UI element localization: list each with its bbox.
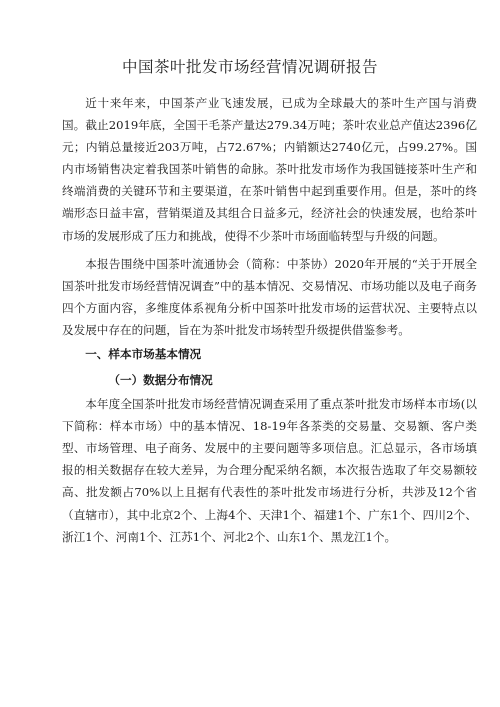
document-body [62, 92, 477, 548]
distribution-paragraph: 本年度全国茶叶批发市场经营情况调查采用了重点茶叶批发市场样本市场(以下简称：样本市场）中的基本情况、18-19年各茶类的交易量、交易额、客户类型、市场管理、电子商务、发展中的主要问题等多项信息。汇总显示，各市场填报的相关数据存在较大差异，为合理分配采纳名额，本次报告选取了年交易额较高、批发额占70%以上且据有代表性的茶叶批发市场进行分析，共涉及12个省（直辖市），其中北京2个、上海4个、天津1个、福建1个、广东1个、四川2个、浙江1个、河南1个、江苏1个、河北2个、山东1个、黑龙江1个。 [62, 397, 477, 544]
subsection-heading: （一）数据分布情况 [108, 373, 213, 388]
document-title: 中国茶叶批发市场经营情况调研报告 [121, 58, 378, 76]
intro-paragraph: 近十来年来，中国茶产业飞速发展，已成为全球最大的茶叶生产国与消费国。截止2019年底，全国干毛茶产量达279.34万吨；茶叶农业总产值达2396亿元；内销总量接近203万吨，占72.67%；内销额达2740亿元，占99.27%。国内市场销售决定着我国茶叶销售的命脉。茶叶批发市场作为我国链接茶叶生产和终端消费的关键环节和主要渠道，在茶叶销售中起到重要作用。但是，茶叶的终端形态日益丰富，营销渠道及其组合日益多元，经济社会的快速发展，也给茶叶市场的发展形成了压力和挑战，使得不少茶叶市场面临转型与升级的问题。 [62, 96, 477, 243]
section-heading: 一、样本市场基本情况 [85, 347, 202, 362]
purpose-paragraph: 本报告围绕中国茶叶流通协会（简称：中茶协）2020年开展的“关于开展全国茶叶批发市场经营情况调查”中的基本情况、交易情况、市场功能以及电子商务四个方面内容，多维度体系视角分析中国茶叶批发市场的运营状况、主要特点以及发展中存在的问题，旨在为茶叶批发市场转型升级提供借鉴参考。 [62, 256, 477, 337]
